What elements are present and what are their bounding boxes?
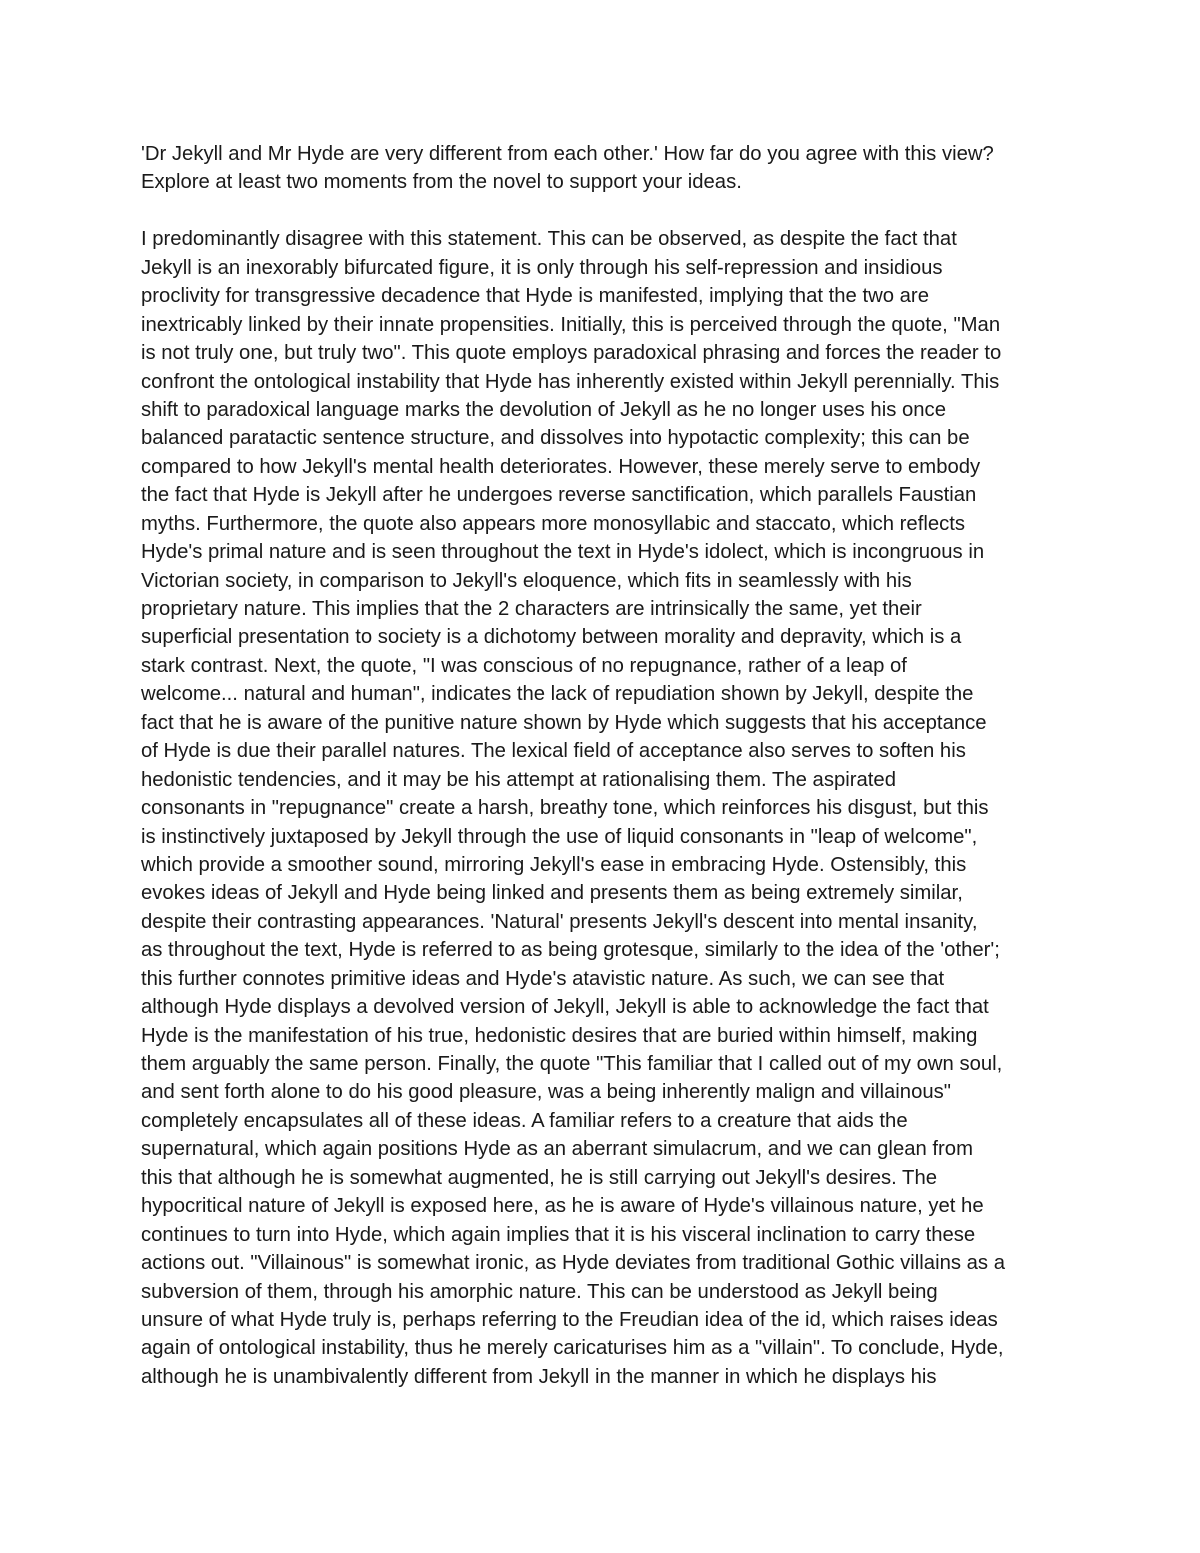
text-line: which provide a smoother sound, mirroring Jekyll's ease in embracing Hyde. Ostensibly, this	[141, 853, 967, 876]
text-line: consonants in "repugnance" create a harsh, breathy tone, which reinforces his disgust, but this	[141, 797, 989, 820]
text-line: continues to turn into Hyde, which again implies that it is his visceral inclination to carry these	[141, 1223, 976, 1246]
text-line: compared to how Jekyll's mental health deteriorates. However, these merely serve to embody	[141, 455, 981, 478]
text-line: this further connotes primitive ideas and Hyde's atavistic nature. As such, we can see that	[141, 967, 945, 990]
text-line: confront the ontological instability that Hyde has inherently existed within Jekyll perennially. This	[141, 370, 1000, 393]
text-line: balanced paratactic sentence structure, and dissolves into hypotactic complexity; this can be	[141, 427, 970, 450]
text-line: Hyde's primal nature and is seen throughout the text in Hyde's idolect, which is incongruous in	[141, 541, 985, 564]
text-line: supernatural, which again positions Hyde as an aberrant simulacrum, and we can glean from	[141, 1138, 973, 1161]
text-line: despite their contrasting appearances. 'Natural' presents Jekyll's descent into mental insanity,	[141, 910, 978, 933]
text-line: inextricably linked by their innate propensities. Initially, this is perceived through the quote, "Man	[141, 313, 1001, 336]
text-line: of Hyde is due their parallel natures. The lexical field of acceptance also serves to soften his	[141, 740, 966, 763]
paragraph-gap	[141, 197, 1071, 225]
text-line: shift to paradoxical language marks the devolution of Jekyll as he no longer uses his once	[141, 398, 946, 421]
essay-paragraph	[141, 225, 1071, 1391]
text-line: actions out. "Villainous" is somewhat ironic, as Hyde deviates from traditional Gothic villains as a	[141, 1252, 1005, 1275]
text-line: this that although he is somewhat augmented, he is still carrying out Jekyll's desires. The	[141, 1166, 937, 1189]
text-line: welcome... natural and human", indicates the lack of repudiation shown by Jekyll, despite the	[141, 683, 974, 706]
text-line: is not truly one, but truly two". This quote employs paradoxical phrasing and forces the reader to	[141, 342, 1002, 365]
text-line: again of ontological instability, thus he merely caricaturises him as a "villain". To conclude, Hyde,	[141, 1337, 1004, 1360]
text-line: hedonistic tendencies, and it may be his attempt at rationalising them. The aspirated	[141, 768, 896, 791]
text-line: and sent forth alone to do his good pleasure, was a being inherently malign and villainous"	[141, 1081, 951, 1104]
text-line: is instinctively juxtaposed by Jekyll through the use of liquid consonants in "leap of welcome",	[141, 825, 978, 848]
text-line: proprietary nature. This implies that the 2 characters are intrinsically the same, yet their	[141, 598, 922, 620]
text-line: evokes ideas of Jekyll and Hyde being linked and presents them as being extremely similar,	[141, 882, 963, 905]
text-line: fact that he is aware of the punitive nature shown by Hyde which suggests that his acceptance	[141, 711, 987, 734]
text-line: proclivity for transgressive decadence that Hyde is manifested, implying that the two are	[141, 285, 929, 308]
text-line: as throughout the text, Hyde is referred to as being grotesque, similarly to the idea of the 'other';	[141, 939, 1000, 962]
text-line: Hyde is the manifestation of his true, hedonistic desires that are buried within himself, making	[141, 1024, 978, 1047]
text-line: although he is unambivalently different from Jekyll in the manner in which he displays his	[141, 1365, 937, 1388]
text-line: I predominantly disagree with this statement. This can be observed, as despite the fact that	[141, 228, 957, 251]
text-line: myths. Furthermore, the quote also appears more monosyllabic and staccato, which reflects	[141, 512, 966, 535]
text-line: Victorian society, in comparison to Jekyll's eloquence, which fits in seamlessly with his	[141, 569, 912, 592]
text-line: stark contrast. Next, the quote, "I was conscious of no repugnance, rather of a leap of	[141, 654, 907, 677]
text-line: superficial presentation to society is a dichotomy between morality and depravity, which is a	[141, 626, 962, 649]
text-line: 'Dr Jekyll and Mr Hyde are very different from each other.' How far do you agree with this view?	[141, 143, 994, 165]
text-line: although Hyde displays a devolved version of Jekyll, Jekyll is able to acknowledge the fact that	[141, 996, 989, 1019]
text-line: Explore at least two moments from the novel to support your ideas.	[141, 171, 742, 194]
text-line: hypocritical nature of Jekyll is exposed here, as he is aware of Hyde's villainous nature, yet he	[141, 1195, 984, 1218]
essay-text	[141, 140, 1071, 1391]
text-line: subversion of them, through his amorphic nature. This can be understood as Jekyll being	[141, 1280, 938, 1303]
text-line: the fact that Hyde is Jekyll after he undergoes reverse sanctification, which parallels Faustian	[141, 484, 977, 507]
text-line: completely encapsulates all of these ideas. A familiar refers to a creature that aids the	[141, 1109, 908, 1132]
text-line: them arguably the same person. Finally, the quote "This familiar that I called out of my own soul,	[141, 1053, 1003, 1075]
question-prompt	[141, 140, 1071, 197]
text-line: unsure of what Hyde truly is, perhaps referring to the Freudian idea of the id, which raises ideas	[141, 1308, 998, 1331]
text-line: Jekyll is an inexorably bifurcated figure, it is only through his self-repression and insidious	[141, 256, 943, 279]
